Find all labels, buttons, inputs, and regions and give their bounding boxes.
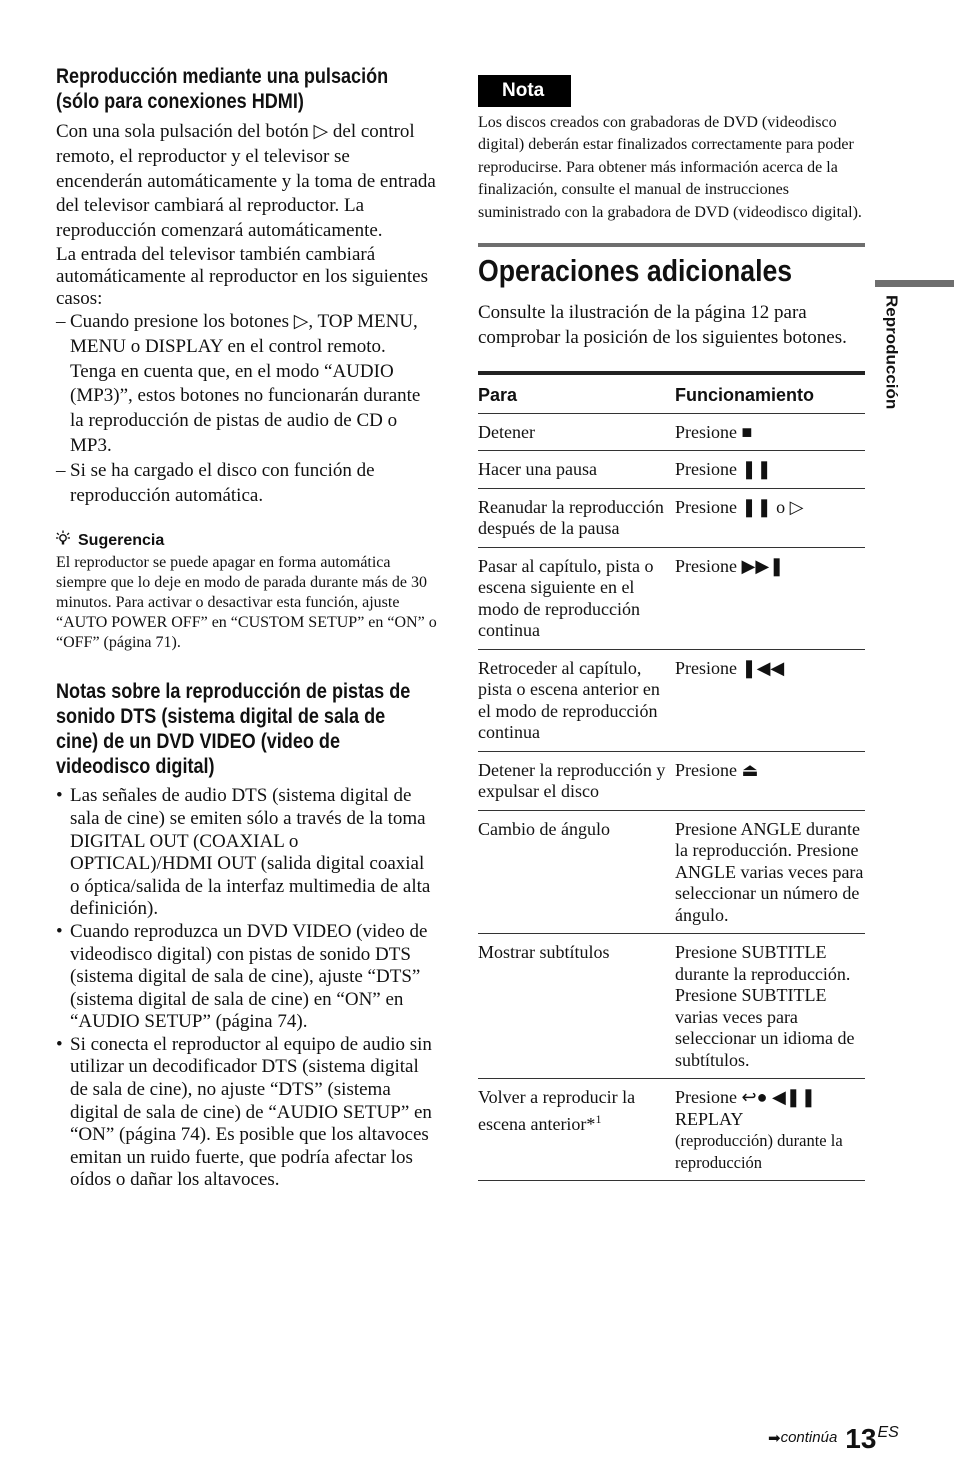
table-row: Pasar al capítulo, pista o escena siguiente en el modo de reproducción continua Presione ▶▶❚ bbox=[478, 548, 865, 650]
page-number: 13 bbox=[845, 1423, 877, 1454]
continued-label: continúa bbox=[780, 1429, 838, 1446]
list-item: – Cuando presione los botones ▷, TOP MENU, MENU o DISPLAY en el control remoto. Tenga en cuenta que, en el modo “AUDIO (MP3)”, estos botones no funcionarán durante la reproducción de pistas de audio de CD o MP3. bbox=[56, 310, 421, 456]
column-header-funcionamiento: Funcionamiento bbox=[675, 384, 814, 405]
tip-label: Sugerencia bbox=[78, 531, 165, 549]
page-footer bbox=[768, 1423, 899, 1455]
paragraph: Con una sola pulsación del botón ▷ del control remoto, el reproductor y el televisor se encenderán automáticamente y la toma de entrada del televisor cambiará al reproductor. La reproducción comenzará automáticamente. bbox=[56, 121, 436, 242]
dash-mark: – bbox=[56, 310, 66, 332]
column-header-para: Para bbox=[478, 384, 518, 405]
arrow-right-icon: ➡ bbox=[768, 1429, 781, 1447]
table-row: Hacer una pausa Presione ❚❚ bbox=[478, 451, 865, 489]
right-column bbox=[478, 75, 865, 1181]
tip-heading bbox=[56, 530, 438, 551]
note-text: Los discos creados con grabadoras de DVD (videodisco digital) deberán estar finalizados correctamente para poder reproducirse. Para obtener más información acerca de la finalización, consulte el manual de instrucciones suministrado con la grabadora de DVD (videodisco digital). bbox=[478, 114, 862, 221]
list-item: • Las señales de audio DTS (sistema digital de sala de cine) se emiten sólo a través de la toma DIGITAL OUT (COAXIAL o OPTICAL)/HDMI OUT (salida digital coaxial o óptica/salida de la interfaz multimedia de alta definición). bbox=[56, 785, 431, 920]
tip-text: El reproductor se puede apagar en forma automática siempre que lo deje en modo de parada durante más de 30 minutos. Para activar o desactivar esta función, ajuste “AUTO POWER OFF” en “CUSTOM SETUP” en “ON” o “OFF” (página 71). bbox=[56, 554, 437, 652]
section-title-dts: Notas sobre la reproducción de pistas de sonido DTS (sistema digital de sala de cine) de un DVD VIDEO (video de videodisco digital) bbox=[56, 680, 411, 779]
table-row: Cambio de ángulo Presione ANGLE durante la reproducción. Presione ANGLE varias veces para seleccionar un número de ángulo. bbox=[478, 811, 865, 935]
paragraph: La entrada del televisor también cambiará automáticamente al reproductor en los siguientes casos: bbox=[56, 243, 428, 309]
table-header-row bbox=[478, 375, 865, 414]
operations-table bbox=[478, 371, 865, 1182]
left-column bbox=[56, 64, 438, 1192]
list-item: • Si conecta el reproductor al equipo de audio sin utilizar un decodificador DTS (sistema digital de sala de cine), no ajuste “DTS” (sistema digital de sala de cine) de “AUDIO SETUP” en “ON” (página 74). Es posible que los altavoces emitan un ruido fuerte, que podría afectar los oídos o dañar los altavoces. bbox=[56, 1033, 432, 1191]
heading-rule bbox=[478, 243, 865, 247]
list-item: – Si se ha cargado el disco con función de reproducción automática. bbox=[56, 459, 375, 506]
intro-paragraph: Consulte la ilustración de la página 12 para comprobar la posición de los siguientes botones. bbox=[478, 302, 847, 348]
list-item: • Cuando reproduzca un DVD VIDEO (video de videodisco digital) con pistas de sonido DTS (sistema digital de sala de cine), ajuste “DTS” (sistema digital de sala de cine) en “ON” en “AUDIO SETUP” (página 74). bbox=[56, 920, 428, 1033]
table-row: Retroceder al capítulo, pista o escena anterior en el modo de reproducción continua Presione ❚◀◀ bbox=[478, 650, 865, 752]
table-row: Reanudar la reproducción después de la pausa Presione ❚❚ o ▷ bbox=[478, 489, 865, 548]
lightbulb-icon bbox=[56, 530, 70, 551]
page-language-code: ES bbox=[877, 1424, 899, 1441]
page-heading: Operaciones adicionales bbox=[478, 253, 793, 289]
footnote-marker: 1 bbox=[595, 1111, 602, 1126]
side-tab-label: Reproducción bbox=[882, 295, 900, 410]
dash-mark: – bbox=[56, 459, 66, 481]
note-badge: Nota bbox=[478, 75, 571, 107]
side-tab bbox=[881, 295, 901, 415]
side-tab-bar bbox=[875, 280, 954, 287]
table-row: Detener Presione ■ bbox=[478, 414, 865, 452]
table-row: Volver a reproducir la escena anterior*$^1$ Presione ↩● ◀❚❚ REPLAY (reproducción) durante la reproducción bbox=[478, 1079, 865, 1181]
section-title-one-touch-play: Reproducción mediante una pulsación (sólo para conexiones HDMI) bbox=[56, 65, 389, 113]
table-row: Detener la reproducción y expulsar el disco Presione ⏏ bbox=[478, 752, 865, 811]
table-row: Mostrar subtítulos Presione SUBTITLE durante la reproducción. Presione SUBTITLE varias veces para seleccionar un idioma de subtítulos. bbox=[478, 934, 865, 1079]
